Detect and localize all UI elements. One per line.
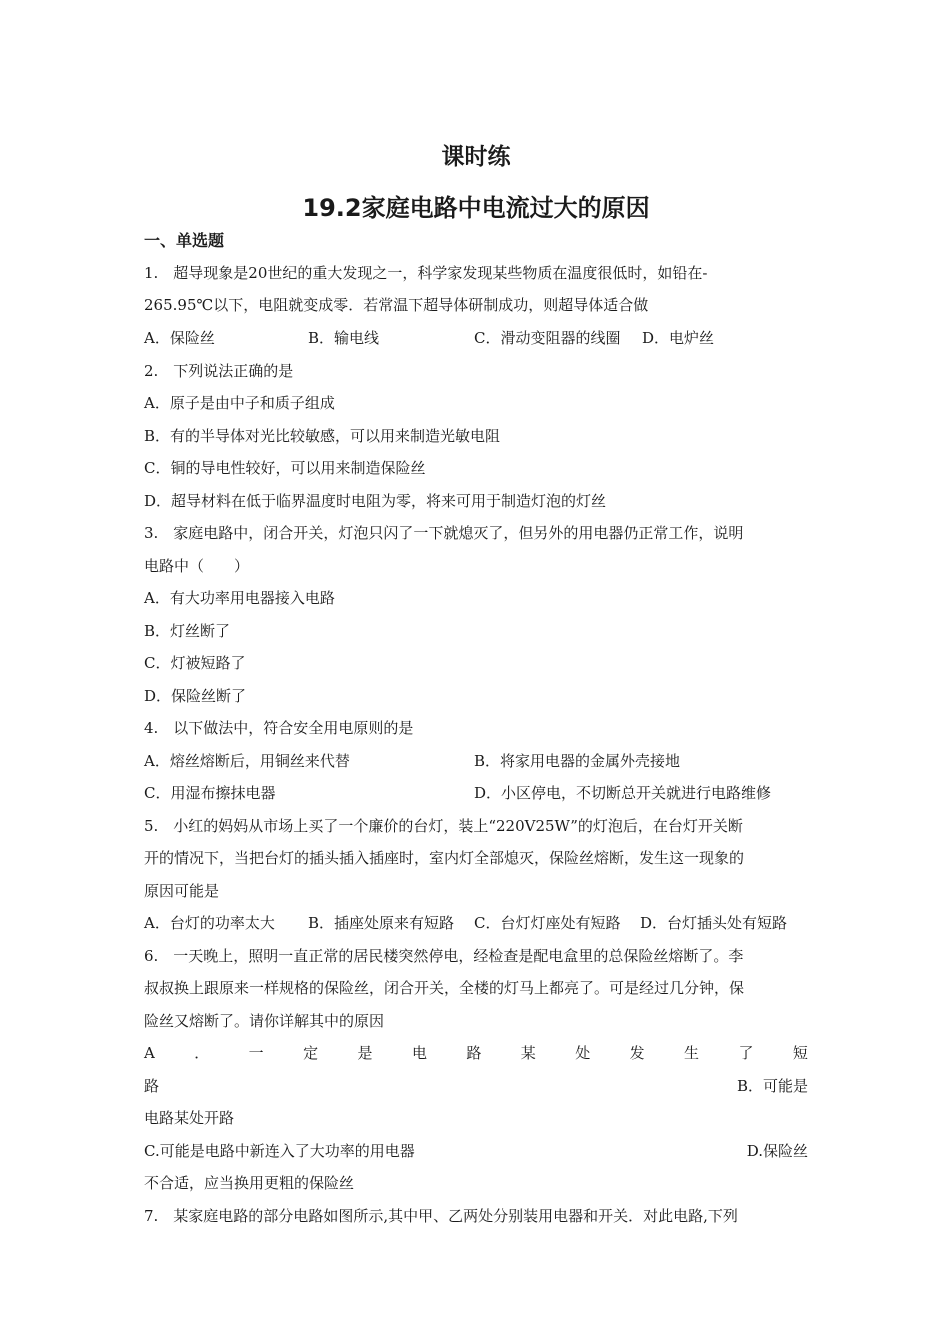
q6-option-a-tail[interactable]: 路 <box>144 1077 160 1095</box>
q6-option-d-tail[interactable]: 不合适，应当换用更粗的保险丝 <box>144 1174 355 1192</box>
doc-title: 课时练 <box>441 144 511 170</box>
q3-option-b[interactable]: B．灯丝断了 <box>144 622 231 640</box>
q6-option-ab-line <box>144 1076 808 1096</box>
q6-a-char: 电 <box>411 1044 427 1062</box>
q4-options-row-1 <box>144 751 808 771</box>
q6-a-char: 定 <box>303 1044 319 1062</box>
q5-option-b[interactable]: B．插座处原来有短路 <box>308 914 455 932</box>
q6-option-c[interactable]: C.可能是电路中新连入了大功率的用电器 <box>144 1142 415 1160</box>
q4-option-b[interactable]: B．将家用电器的金属外壳接地 <box>474 752 681 770</box>
q2-stem: 2. 下列说法正确的是 <box>144 362 294 380</box>
q5-option-d[interactable]: D．台灯插头处有短路 <box>640 914 788 932</box>
q1-option-d[interactable]: D．电炉丝 <box>642 329 715 347</box>
section-heading: 一、单选题 <box>144 231 225 250</box>
q5-stem-line-2: 开的情况下，当把台灯的插头插入插座时，室内灯全部熄灭，保险丝熔断，发生这一现象的 <box>144 849 745 867</box>
q6-a-char: 了 <box>738 1044 754 1062</box>
q6-option-b-tail[interactable]: 电路某处开路 <box>144 1109 235 1127</box>
q6-a-char: 路 <box>466 1044 482 1062</box>
q5-option-a[interactable]: A．台灯的功率太大 <box>144 914 275 932</box>
q2-option-c[interactable]: C．铜的导电性较好，可以用来制造保险丝 <box>144 459 426 477</box>
q5-option-c[interactable]: C．台灯灯座处有短路 <box>474 914 621 932</box>
q6-a-char: 生 <box>684 1044 700 1062</box>
q4-options-row-2 <box>144 783 808 803</box>
q2-option-d[interactable]: D．超导材料在低于临界温度时电阻为零，将来可用于制造灯泡的灯丝 <box>144 492 607 510</box>
q1-options <box>144 328 808 348</box>
q1-stem-line-1: 1. 超导现象是20世纪的重大发现之一，科学家发现某些物质在温度很低时，如铅在- <box>144 264 708 282</box>
q6-a-char: 短 <box>792 1044 808 1062</box>
q5-stem-line-3: 原因可能是 <box>144 882 220 900</box>
q1-option-b[interactable]: B．输电线 <box>308 329 380 347</box>
q6-a-char: ． <box>194 1044 210 1062</box>
q4-option-d[interactable]: D．小区停电，不切断总开关就进行电路维修 <box>474 784 772 802</box>
q6-stem-line-1: 6. 一天晚上，照明一直正常的居民楼突然停电，经检查是配电盒里的总保险丝熔断了。李 <box>144 947 744 965</box>
q6-option-cd-line <box>144 1141 808 1161</box>
q3-stem-line-1: 3. 家庭电路中，闭合开关，灯泡只闪了一下就熄灭了，但另外的用电器仍正常工作，说明 <box>144 524 744 542</box>
q4-option-c[interactable]: C．用湿布擦抹电器 <box>144 784 276 802</box>
q1-option-a[interactable]: A．保险丝 <box>144 329 215 347</box>
q2-option-a[interactable]: A．原子是由中子和质子组成 <box>144 394 335 412</box>
q6-a-char: 是 <box>357 1044 373 1062</box>
q1-option-c[interactable]: C．滑动变阻器的线圈 <box>474 329 621 347</box>
q6-option-d[interactable]: D.保险丝 <box>746 1142 808 1160</box>
q5-stem-line-1: 5. 小红的妈妈从市场上买了一个廉价的台灯，装上“220V25W”的灯泡后，在台灯开关断 <box>144 817 743 835</box>
q6-a-char: 处 <box>575 1044 591 1062</box>
q6-option-a[interactable] <box>144 1043 808 1063</box>
q2-option-b[interactable]: B．有的半导体对光比较敏感，可以用来制造光敏电阻 <box>144 427 501 445</box>
q6-a-char: 发 <box>629 1044 645 1062</box>
q4-option-a[interactable]: A．熔丝熔断后，用铜丝来代替 <box>144 752 350 770</box>
q4-stem: 4. 以下做法中，符合安全用电原则的是 <box>144 719 414 737</box>
q7-stem: 7. 某家庭电路的部分电路如图所示,其中甲、乙两处分别装用电器和开关．对此电路,下列 <box>144 1207 738 1225</box>
q6-a-char: 一 <box>248 1044 264 1062</box>
doc-subtitle: 19.2家庭电路中电流过大的原因 <box>302 194 650 222</box>
q3-option-a[interactable]: A．有大功率用电器接入电路 <box>144 589 335 607</box>
q1-stem-line-2: 265.95℃以下，电阻就变成零．若常温下超导体研制成功，则超导体适合做 <box>144 296 649 314</box>
q3-option-d[interactable]: D．保险丝断了 <box>144 687 247 705</box>
q6-stem-line-2: 叔叔换上跟原来一样规格的保险丝，闭合开关，全楼的灯马上都亮了。可是经过几分钟，保 <box>144 979 745 997</box>
q6-option-b[interactable]: B．可能是 <box>736 1077 808 1095</box>
q3-option-c[interactable]: C．灯被短路了 <box>144 654 246 672</box>
q6-a-char: A <box>144 1044 155 1062</box>
q3-stem-line-2: 电路中（ ） <box>144 557 250 575</box>
q6-stem-line-3: 险丝又熔断了。请你详解其中的原因 <box>144 1012 385 1030</box>
q6-a-char: 某 <box>520 1044 536 1062</box>
q5-options <box>144 913 808 933</box>
